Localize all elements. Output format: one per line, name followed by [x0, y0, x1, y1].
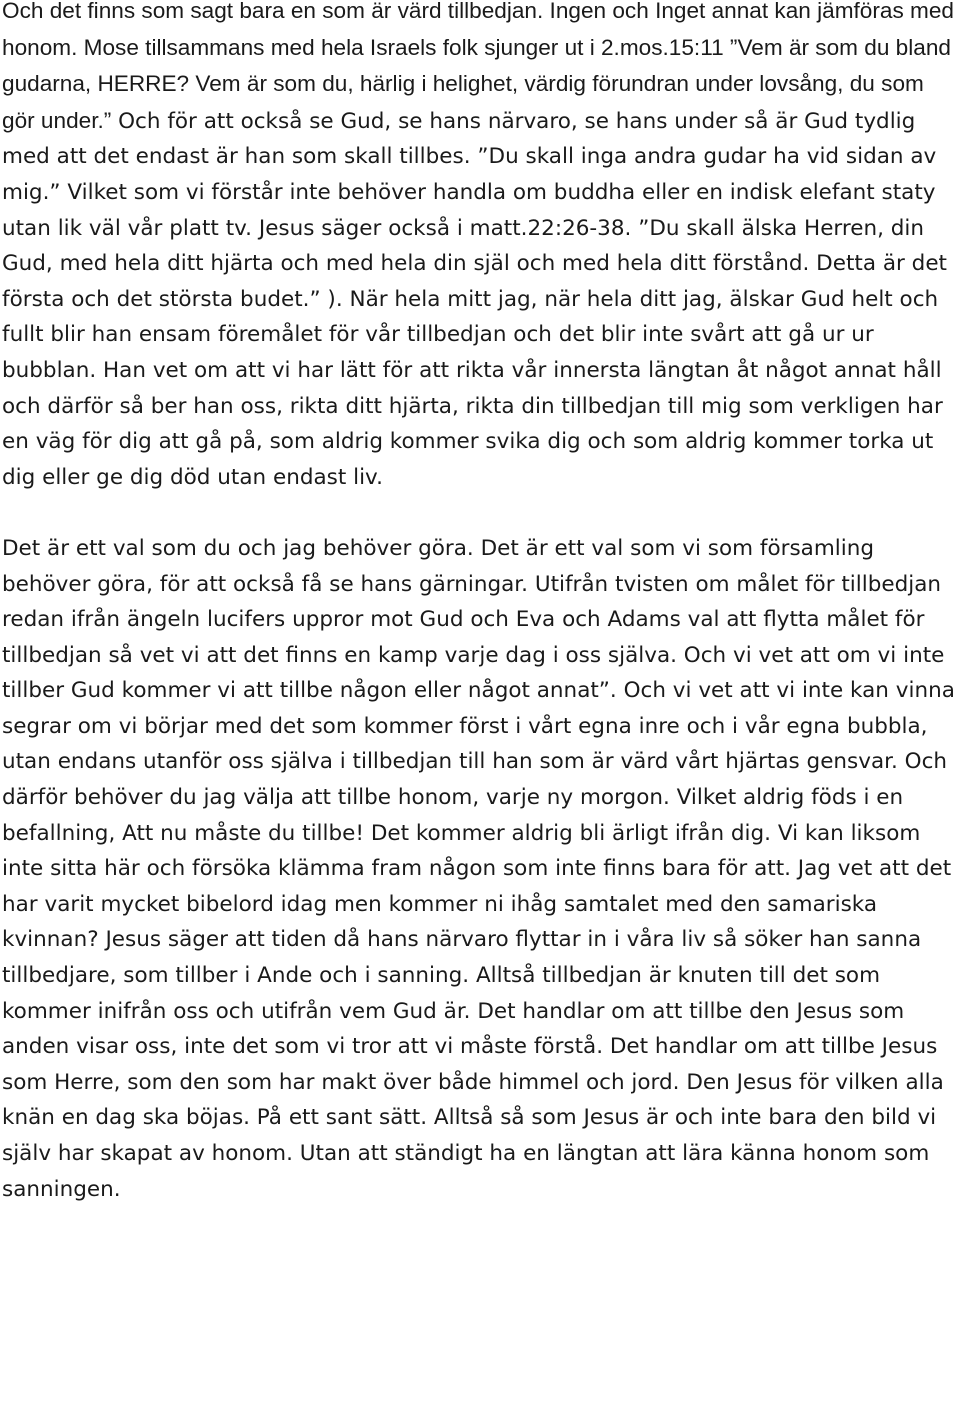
paragraph-1-quote-commandment: ”Du skall inga andra gudar ha vid sidan av mig.”: [2, 144, 937, 205]
paragraph-2: Det är ett val som du och jag behöver göra. Det är ett val som vi som församling behöver göra, för att också få se hans gärningar. Utifrån tvisten om målet för tillbedjan redan ifrån ängeln lucifers uppror mot Gud och Eva och Adams val att flytta målet för tillbedjan så vet vi att det finns en kamp varje dag i oss själva. Och vi vet att om vi inte tillber Gud kommer vi att tillbe någon eller något annat”. Och vi vet att vi inte kan vinna segrar om vi börjar med det som kommer först i vårt egna inre och i vår egna bubbla, utan endans utanför oss själva i tillbedjan till han som är värd vårt hjärtas gensvar. Och därför behöver du jag välja att tillbe honom, varje ny morgon. Vilket aldrig föds i en befallning, Att nu måste du tillbe! Det kommer aldrig bli ärligt ifrån dig. Vi kan liksom inte sitta här och försöka klämma fram någon som inte finns bara för att. Jag vet att det har varit mycket bibelord idag men kommer ni ihåg samtalet med den samariska kvinnan? Jesus säger att tiden då hans närvaro flyttar in i våra liv så söker han sanna tillbedjare, som tillber i Ande och i sanning. Alltså tillbedjan är knuten till det som kommer inifrån oss och utifrån vem Gud är. Det handlar om att tillbe den Jesus som anden visar oss, inte det som vi tror att vi måste förstå. Det handlar om att tillbe Jesus som Herre, som den som har makt över både himmel och jord. Den Jesus för vilken alla knän en dag ska böjas. På ett sant sätt. Alltså så som Jesus är och inte bara den bild vi själv har skapat av honom. Utan att ständigt ha en längtan att lära känna honom som sanningen.: [2, 535, 955, 1202]
paragraph-1-sentence-3: Vilket som vi förstår inte behöver handla om buddha eller en indisk elefant staty utan lik väl vår platt tv.: [2, 179, 936, 241]
paragraph-1-sentence-5: När hela mitt jag, när hela ditt jag, älskar Gud helt och fullt blir han ensam föremålet för vår tillbedjan och det blir inte svårt att gå ur ur bubblan. Han vet om att vi har lätt för att rikta vår innersta längtan åt något annat håll och därför så ber han oss, rikta ditt hjärta, rikta din tillbedjan till mig som verkligen har en väg för dig att gå på, som aldrig kommer svika dig och som aldrig kommer torka ut dig eller ge dig död utan endast liv.: [2, 286, 943, 490]
paragraph-1: [2, 0, 960, 495]
paragraph-1-sentence-4: Jesus säger också i matt.22:26-38.: [252, 215, 632, 241]
paragraph-1-sentence-1: Och det finns som sagt bara en som är värd tillbedjan. Ingen och Inget annat kan jämföras med honom. Mose tillsammans med hela Israels folk sjunger ut i 2.mos.15:11 ”Vem är som du bland gudarna, HERRE? Vem är som du, härlig i helighet, värdig förundran under lovsång, du som gör under.”: [2, 0, 954, 133]
paragraph-1-quote-greatest-commandment: ”Du skall älska Herren, din Gud, med hela ditt hjärta och med hela din själ och med hela ditt förstånd. Detta är det första och det största budet.” ).: [2, 215, 947, 312]
paragraph-1-sentence-2: Och för att också se Gud, se hans närvaro, se hans under så är Gud tydlig med att det endast är han som skall tillbes.: [2, 108, 916, 170]
